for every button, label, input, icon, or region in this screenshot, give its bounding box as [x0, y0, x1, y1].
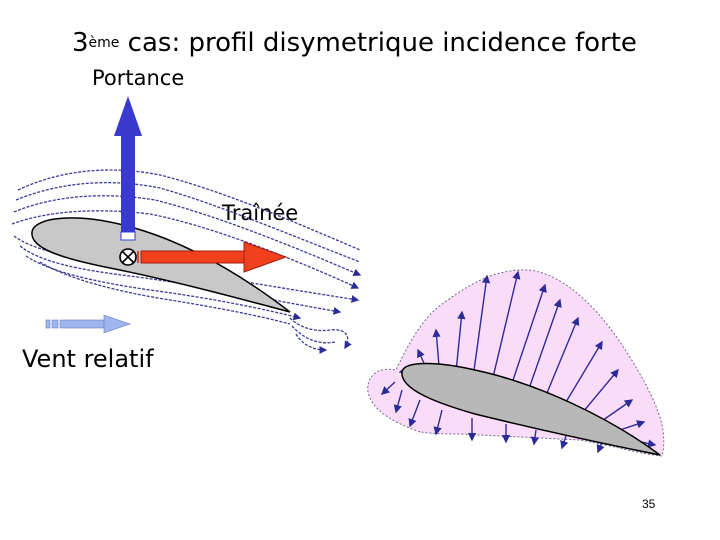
- lift-label: Portance: [92, 66, 185, 90]
- title-rest: cas: profil disymetrique incidence forte: [119, 28, 637, 58]
- circled-times-icon: [120, 249, 136, 265]
- drag-label: Traînée: [222, 201, 299, 225]
- lift-arrow: [114, 96, 142, 240]
- page-number: 35: [642, 497, 656, 511]
- title-prefix: 3: [72, 28, 89, 58]
- relative-wind-label: Vent relatif: [22, 345, 154, 373]
- relative-wind-arrow: [46, 315, 130, 333]
- title-superscript: ème: [88, 35, 120, 51]
